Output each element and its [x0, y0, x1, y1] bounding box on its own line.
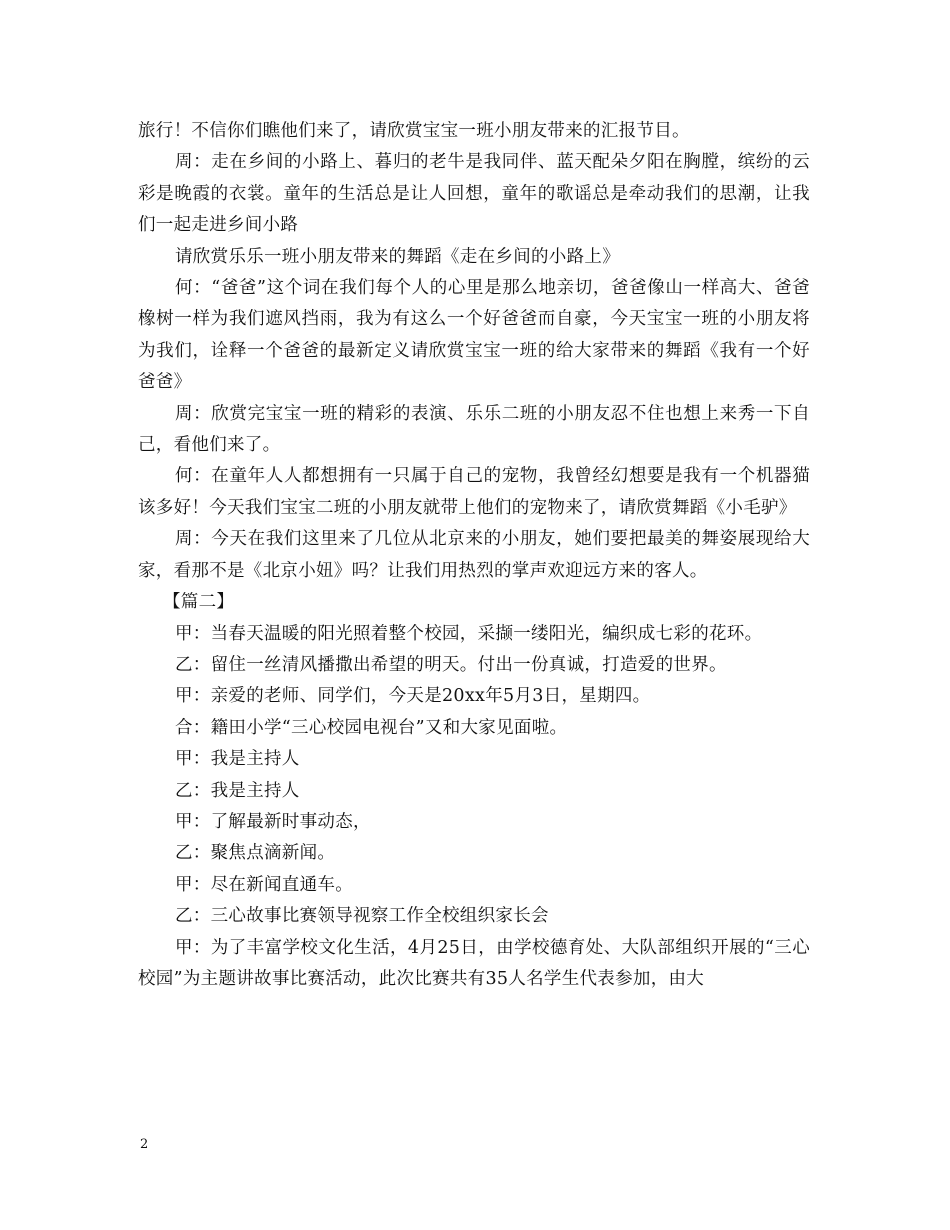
paragraph-5: 周：欣赏完宝宝一班的精彩的表演、乐乐二班的小朋友忍不住也想上来秀一下自己，看他们来了。 — [138, 403, 810, 456]
paragraph-3: 请欣赏乐乐一班小朋友带来的舞蹈《走在乡间的小路上》 — [175, 246, 620, 267]
paragraph-9: 甲：当春天温暖的阳光照着整个校园，采撷一缕阳光，编织成七彩的花环。 — [175, 623, 763, 644]
paragraph-11: 甲：亲爱的老师、同学们，今天是20xx年5月3日，星期四。 — [175, 686, 651, 707]
paragraph-2: 周：走在乡间的小路上、暮归的老牛是我同伴、蓝天配朵夕阳在胸膛，缤纷的云彩是晚霞的衣裳。童年的生活总是让人回想，童年的歌谣总是牵动我们的思潮，让我们一起走进乡间小路 — [138, 152, 810, 236]
paragraph-19: 甲：为了丰富学校文化生活，4月25日，由学校德育处、大队部组织开展的“三心校园”为主题讲故事比赛活动，此次比赛共有35人名学生代表参加，由大 — [138, 937, 810, 989]
paragraph-4: 何：“爸爸”这个词在我们每个人的心里是那么地亲切，爸爸像山一样高大、爸爸橡树一样为我们遮风挡雨，我为有这么一个好爸爸而自豪，今天宝宝一班的小朋友将为我们，诠释一个爸爸的最新定义请欣赏宝宝一班的给大家带来的舞蹈《我有一个好爸爸》 — [138, 278, 810, 393]
paragraph-13: 甲：我是主持人 — [175, 749, 300, 770]
paragraph-17: 甲：尽在新闻直通车。 — [175, 874, 353, 895]
paragraph-15: 甲：了解最新时事动态， — [175, 811, 371, 832]
document-body — [138, 116, 810, 995]
paragraph-10: 乙：留住一丝清风播撒出希望的明天。付出一份真诚，打造爱的世界。 — [175, 654, 727, 675]
paragraph-7: 周：今天在我们这里来了几位从北京来的小朋友，她们要把最美的舞姿展现给大家，看那不是《北京小妞》吗？让我们用热烈的掌声欢迎远方来的客人。 — [138, 529, 810, 581]
paragraph-16: 乙：聚焦点滴新闻。 — [175, 843, 336, 864]
paragraph-12: 合：籍田小学“三心校园电视台”又和大家见面啦。 — [175, 717, 568, 738]
paragraph-14: 乙：我是主持人 — [175, 780, 300, 801]
paragraph-6: 何：在童年人人都想拥有一只属于自己的宠物，我曾经幻想要是我有一个机器猫该多好！今天我们宝宝二班的小朋友就带上他们的宠物来了，请欣赏舞蹈《小毛驴》 — [138, 466, 810, 518]
section-heading: 【篇二】 — [163, 592, 235, 613]
paragraph-1: 旅行！不信你们瞧他们来了，请欣赏宝宝一班小朋友带来的汇报节目。 — [138, 121, 690, 141]
page-number: 2 — [140, 1137, 149, 1152]
paragraph-18: 乙：三心故事比赛领导视察工作全校组织家长会 — [175, 906, 549, 927]
